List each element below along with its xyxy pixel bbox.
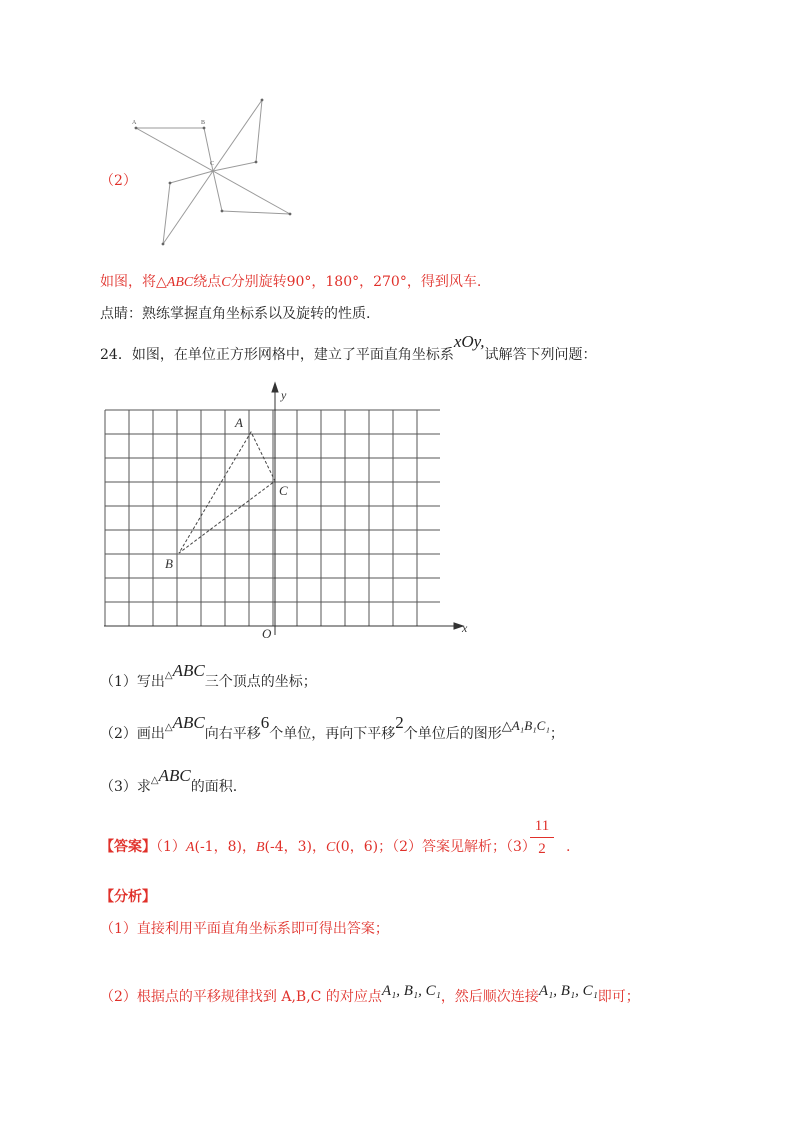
windmill-point-c: C bbox=[210, 161, 215, 167]
coordinate-grid-figure bbox=[100, 380, 475, 642]
windmill-blade-3 bbox=[213, 171, 290, 214]
sub-question-2: （2）画出△ABC向右平移6个单位，再向下平移2个单位后的图形△A₁B₁C₁； bbox=[100, 713, 564, 742]
comment-text: 点睛：熟练掌握直角坐标系以及旋转的性质. bbox=[100, 306, 371, 322]
analysis-line-1: （1）直接利用平面直角坐标系即可得出答案； bbox=[100, 921, 389, 937]
fraction-numerator: 11 bbox=[534, 818, 550, 834]
windmill-figure bbox=[120, 90, 310, 255]
origin-label: O bbox=[262, 626, 272, 641]
answer-line: 【答案】（1）A(-1，8)，B(-4，3)，C(0，6)；（2）答案见解析；（3） bbox=[100, 839, 536, 855]
fraction-denominator: 2 bbox=[538, 841, 546, 857]
windmill-caption: 如图，将△ABC绕点C分别旋转90°，180°，270°，得到风车. bbox=[100, 274, 482, 290]
analysis-line-2: （2）根据点的平移规律找到 A,B,C 的对应点A₁, B₁, C₁，然后顺次连接A₁, B₁, C₁即可； bbox=[100, 983, 640, 1005]
answer-bracket: 【答案】 bbox=[100, 839, 156, 855]
analysis-title: 【分析】 bbox=[100, 889, 156, 905]
figure-label-2: （2） bbox=[100, 173, 137, 189]
y-axis-arrow bbox=[272, 383, 278, 392]
windmill-blade-1 bbox=[136, 128, 213, 171]
vertex-c-label: C bbox=[279, 483, 288, 498]
question-24: 24．如图，在单位正方形网格中，建立了平面直角坐标系xOy,试解答下列问题： bbox=[100, 332, 597, 363]
fraction-bar bbox=[530, 837, 554, 838]
windmill-point-b: B bbox=[201, 120, 206, 126]
sub-question-3: （3）求△ABC的面积. bbox=[100, 766, 238, 795]
answer-fraction bbox=[530, 817, 554, 858]
vertex-a-label: A bbox=[235, 415, 243, 430]
sub-question-1: （1）写出△ABC三个顶点的坐标； bbox=[100, 661, 317, 690]
answer-end: . bbox=[566, 839, 571, 855]
triangle-abc bbox=[179, 432, 275, 553]
x-axis-label: x bbox=[462, 621, 468, 635]
windmill-blade-2 bbox=[213, 100, 262, 171]
vertex-b-label: B bbox=[165, 556, 173, 571]
y-axis-label: y bbox=[281, 388, 287, 402]
windmill-point-a: A bbox=[132, 120, 137, 126]
